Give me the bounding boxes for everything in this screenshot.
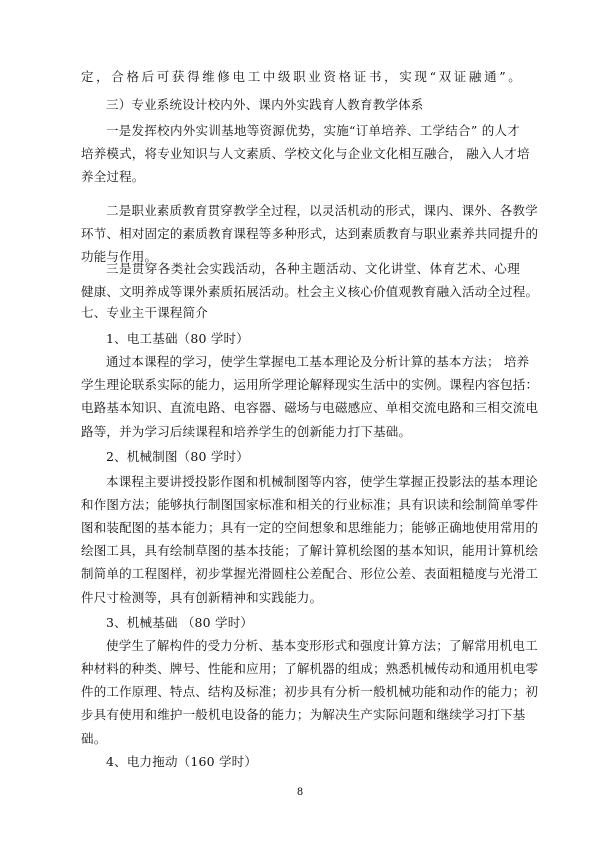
text-line: 路等，并为学习后续课程和培养学生的创新能力打下基础。 <box>81 424 412 439</box>
text-line: 制简单的工程图样，初步掌握光滑圆柱公差配合、形位公差、表面粗糙度与光滑工 <box>81 566 539 581</box>
text-line: 电路基本知识、直流电路、电容器、磁场与电磁感应、单相交流电路和三相交流电 <box>81 400 539 415</box>
text-line: 健康、文明养成等课外素质拓展活动。杜会主义核心价值观教育融入活动全过程。 <box>81 284 539 299</box>
text-line: 定，合格后可获得维修电工中级职业资格证书，实现“双证融通”。 <box>81 69 521 84</box>
text-line: 础。 <box>81 731 107 746</box>
text-line: 养全过程。 <box>81 169 145 184</box>
text-line: 本课程主要讲授投影作图和机械制图等内容，使学生掌握正投影法的基本理论 <box>106 474 538 489</box>
section-heading: 三）专业系统设计校内外、课内外实践育人教育教学体系 <box>106 97 424 112</box>
text-line: 学生理论联系实际的能力，运用所学理论解释现实生活中的实例。课程内容包括： <box>81 377 539 392</box>
text-line: 和作图方法；能够执行制图国家标准和相关的行业标准；具有识读和绘制简单零件 <box>81 497 539 512</box>
text-line: 图和装配图的基本能力；具有一定的空间想象和思维能力；能够正确地使用常用的 <box>81 520 539 535</box>
text-line: 环节、相对固定的素质教育课程等多种形式，达到素质教育与职业素养共同提升的 <box>81 226 539 241</box>
subsection-heading: 1、电工基础（80 学时） <box>106 331 249 346</box>
text-line: 步具有使用和维护一般机电设备的能力；为解决生产实际问题和继续学习打下基 <box>81 707 526 722</box>
text-line: 一是发挥校内外实训基地等资源优势，实施“订单培养、工学结合” 的人才 <box>106 123 520 138</box>
text-line: 绘图工具，具有绘制草图的基本技能；了解计算机绘图的基本知识，能用计算机绘 <box>81 543 539 558</box>
text-line: 功能与作用。 <box>81 249 158 264</box>
text-line: 使学生了解构件的受力分析、基本变形形式和强度计算方法；了解常用机电工 <box>106 638 538 653</box>
page-number: 8 <box>296 787 304 798</box>
subsection-heading: 2、机械制图（80 学时） <box>106 449 249 464</box>
text-line: 培养模式，将专业知识与人文素质、学校文化与企业文化相互融合， 融入人才培 <box>81 146 530 161</box>
section-heading: 七、专业主干课程简介 <box>81 305 209 320</box>
subsection-heading: 4、电力拖动（160 学时） <box>106 754 258 769</box>
text-line: 种材料的种类、牌号、性能和应用；了解机器的组成；熟悉机械传动和通用机电零 <box>81 661 539 676</box>
text-line: 件的工作原理、特点、结构及标准；初步具有分析一般机械功能和动作的能力；初 <box>81 684 539 699</box>
text-line: 件尺寸检测等，具有创新精神和实践能力。 <box>81 590 323 605</box>
text-line: 通过本课程的学习，使学生掌握电工基本理论及分析计算的基本方法； 培养 <box>106 354 530 369</box>
text-line: 二是职业素质教育贯穿教学全过程，以灵活机动的形式，课内、课外、各教学 <box>106 203 538 218</box>
subsection-heading: 3、机械基础 （80 学时） <box>106 615 254 630</box>
text-line: 三是贯穿各类社会实践活动，各种主题活动、文化讲堂、体育艺术、心理 <box>106 261 520 276</box>
